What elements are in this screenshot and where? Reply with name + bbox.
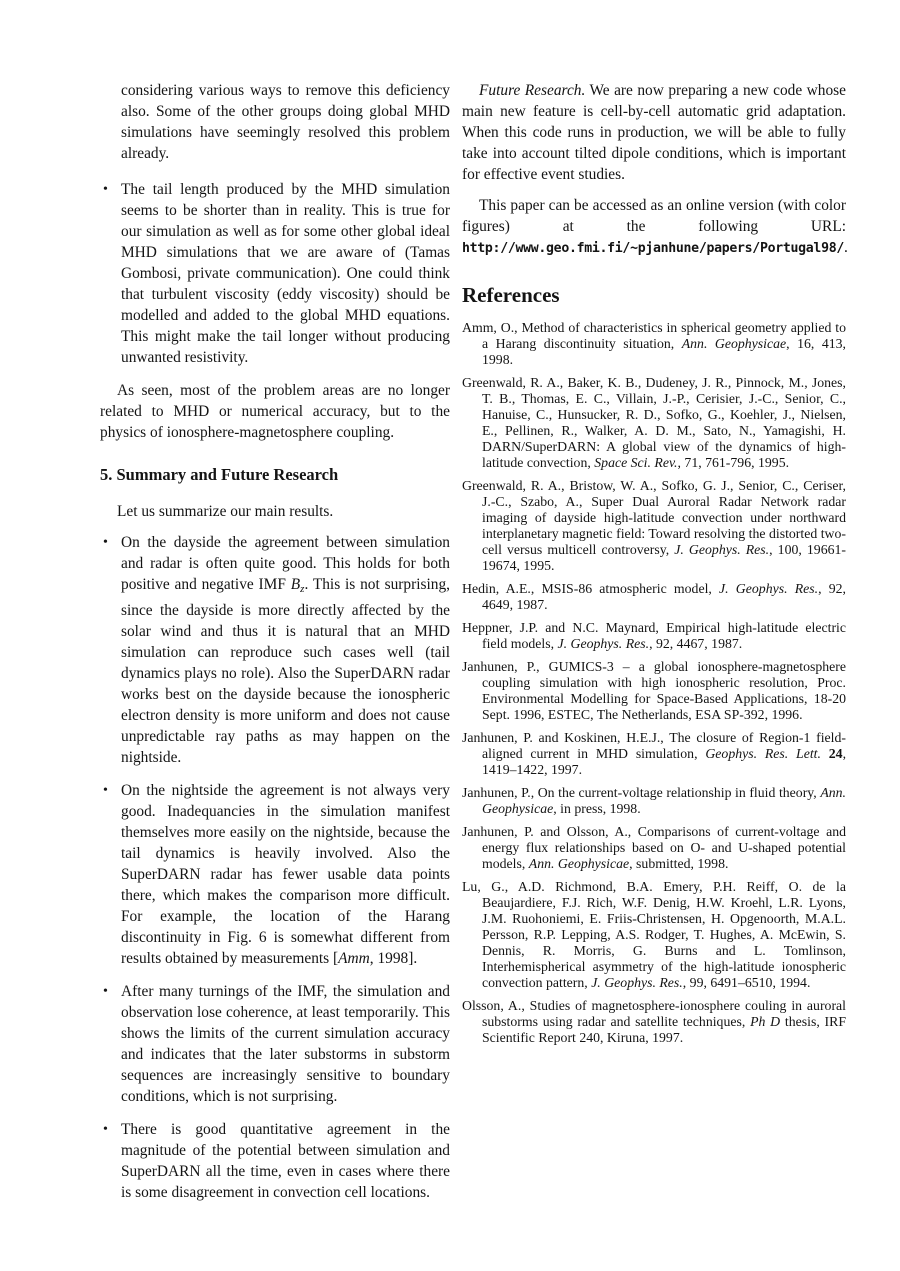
reference-item [462, 730, 846, 778]
text-run: , 92, 4467, 1987. [649, 636, 743, 651]
text-run: , 1998]. [369, 950, 418, 967]
i-text-run: J. Geophys. Res. [591, 975, 683, 990]
text-run: , 99, 6491–6510, 1994. [682, 975, 811, 990]
text-run: Greenwald, R. A., Baker, K. B., Dudeney, J. R., Pinnock, M., Jones, T. B., Thomas, E. C., Villain, J.-P., Cerisier, J.-C., Senior, C., Hanuise, C., Hunsucker, R. D., Sofko, G., Koehler, J., Nielsen, E., Pellinen, R., Walker, A. D. M., Sato, N., Yamagishi, H. DARN/SuperDARN: A global view of the dynamics of high-latitude convection, [462, 375, 846, 470]
section-heading-summary [100, 465, 450, 485]
b-text-run: 24 [828, 746, 843, 761]
text-run: We are now preparing a new code whose main new feature is cell-by-cell automatic grid adaptation. When this code runs in production, we will be able to fully take into account tilted dipole conditions, which is important for effective event studies. [462, 82, 846, 183]
text-run: 5. Summary and Future Research [100, 465, 339, 484]
i-text-run: Ph D [750, 1014, 781, 1029]
i-text-run: Future Research. [479, 82, 586, 99]
reference-item [462, 320, 846, 368]
text-run: , 16, 413, 1998. [482, 336, 846, 367]
text-run: . [844, 239, 848, 256]
text-run: On the nightside the agreement is not always very good. Inadequancies in the simulation manifest themselves more easily on the nightside, because the tail dynamics is heavily involved. Also the SuperDARN radar has fewer usable data points there, which makes the comparison more difficult. For example, the location of the Harang discontinuity in Fig. 6 is somewhat different from results obtained by measurements [ [121, 782, 450, 967]
text-run: Janhunen, P. and Koskinen, H.E.J., The closure of Region-1 field-aligned current in MHD simulation, [462, 730, 846, 761]
text-run: considering various ways to remove this deficiency also. Some of the other groups doing global MHD simulations have seemingly resolved this problem already. [121, 82, 450, 162]
i-text-run: B [290, 576, 301, 593]
text-run: This paper can be accessed as an online version (with color figures) at the following URL: [462, 197, 846, 235]
bullet-item [100, 981, 450, 1107]
i-text-run: Space Sci. Rev. [594, 455, 678, 470]
reference-item [462, 998, 846, 1046]
reference-item [462, 659, 846, 723]
bullet-text [121, 782, 450, 967]
bullet-icon: • [103, 535, 108, 550]
sub-text-run: z [300, 583, 305, 595]
bullet-icon: • [103, 1122, 108, 1137]
text-run: The tail length produced by the MHD simulation seems to be shorter than in reality. This is true for our simulation as well as for some other global ideal MHD simulations that we are aware of (Tamas Gombosi, private communication). One could think that turbulent viscosity (eddy viscosity) should be modelled and added to the global MHD equations. This might make the tail longer without producing unwanted resistivity. [121, 181, 450, 366]
reference-item [462, 824, 846, 872]
references-heading: References [462, 283, 560, 307]
bullet-item [100, 179, 450, 368]
i-text-run: J. Geophys. Res. [719, 581, 819, 596]
text-run: Let us summarize our main results. [117, 503, 334, 520]
right-column [462, 80, 846, 1053]
i-text-run: J. Geophys. Res. [674, 542, 770, 557]
reference-list [462, 320, 846, 1046]
text-run: Janhunen, P., On the current-voltage relationship in fluid theory, [462, 785, 821, 800]
bullet-text [121, 983, 450, 1105]
bullet-item [100, 532, 450, 768]
text-run: , submitted, 1998. [629, 856, 729, 871]
reference-item [462, 478, 846, 574]
reference-item [462, 785, 846, 817]
bullet-icon: • [103, 783, 108, 798]
text-run: . This is not surprising, since the dayside is more directly affected by the solar wind and thus it is natural that an MHD simulation can reproduce such cases well (tail dynamics plays no role). Also the SuperDARN radar works best on the dayside because the ionospheric electron density is more uniform and does not cause unpredictable ray paths as may happen on the nightside. [121, 576, 450, 766]
reference-item [462, 581, 846, 613]
text-run: There is good quantitative agreement in the magnitude of the potential between simulation and SuperDARN all the time, even in cases where there is some disagreement in convection cell locations. [121, 1121, 450, 1201]
text-run: , 100, 19661-19674, 1995. [482, 542, 846, 573]
text-run: thesis, IRF Scientific Report 240, Kiruna, 1997. [482, 1014, 846, 1045]
i-text-run: Amm [338, 950, 370, 967]
i-text-run: Ann. Geophysicae [482, 785, 846, 816]
bullet-list-summary [100, 532, 450, 1203]
bullet-text [121, 1121, 450, 1201]
bullet-item [100, 1119, 450, 1203]
text-run: , 92, 4649, 1987. [482, 581, 846, 612]
text-run: On the dayside the agreement between simulation and radar is often quite good. This holds for both positive and negative IMF [121, 534, 450, 593]
paragraph-online-version [462, 195, 846, 259]
i-text-run: Ann. Geophysicae [681, 336, 787, 351]
text-run: As seen, most of the problem areas are no longer related to MHD or numerical accuracy, but to the physics of ionosphere-magnetosphere coupling. [100, 382, 450, 441]
paragraph-summary-lead [100, 501, 450, 522]
i-text-run: Geophys. Res. Lett. [705, 746, 821, 761]
reference-item [462, 620, 846, 652]
text-run: , in press, 1998. [553, 801, 641, 816]
reference-item [462, 375, 846, 471]
left-column [100, 80, 450, 1215]
text-run: Lu, G., A.D. Richmond, B.A. Emery, P.H. Reiff, O. de la Beaujardiere, F.J. Rich, W.F. Denig, H.W. Kroehl, L.R. Lyons, J.M. Ruohoniemi, E. Friis-Christensen, H. Opgenoorth, M.A.L. Persson, R.P. Lepping, A.S. Rodger, T. Hughes, A. McEwin, S. Dennis, R. Morris, G. Burns and L. Tomlinson, Interhemispherical asymmetry of the high-latitude ionospheric convection pattern, [462, 879, 846, 990]
paragraph-future-research [462, 80, 846, 185]
text-run: Amm, O., Method of characteristics in spherical geometry applied to a Harang discontinuity situation, [462, 320, 846, 351]
text-run: Heppner, J.P. and N.C. Maynard, Empirical high-latitude electric field models, [462, 620, 846, 651]
text-run: Greenwald, R. A., Bristow, W. A., Sofko, G. J., Senior, C., Ceriser, J.-C., Szabo, A., Super Dual Auroral Radar Network radar imaging of dayside high-latitude convection under northward interplanetary magnetic field: Toward resolving the distorted two-cell versus multicell controversy, [462, 478, 846, 557]
i-text-run: Ann. Geophysicae [528, 856, 630, 871]
bullet-icon: • [103, 182, 108, 197]
paragraph-as-seen [100, 380, 450, 443]
reference-item [462, 879, 846, 991]
bullet-item [100, 780, 450, 969]
text-run: Janhunen, P., GUMICS-3 – a global ionosphere-magnetosphere coupling simulation with high ionospheric resolution, Proc. Environmental Modelling for Space-Based Applications, 18-20 Sept. 1996, ESTEC, The Netherlands, ESA SP-392, 1996. [462, 659, 846, 722]
bullet-text [121, 181, 450, 366]
tt-text-run: http://www.geo.fmi.fi/~pjanhune/papers/ [462, 241, 760, 256]
bullet-text [121, 534, 450, 766]
text-run [821, 746, 829, 761]
text-run: , 71, 761-796, 1995. [677, 455, 790, 470]
bullet-icon: • [103, 984, 108, 999]
text-run: , 1419–1422, 1997. [482, 746, 847, 777]
bullet-list-problems [100, 179, 450, 368]
text-run: Janhunen, P. and Olsson, A., Comparisons of current-voltage and energy flux relationships based on O- and U-shaped potential models, [462, 824, 846, 871]
text-run: After many turnings of the IMF, the simulation and observation lose coherence, at least temporarily. This shows the limits of the current simulation accuracy and indicates that the later substorms in substorm sequences are increasingly sensitive to boundary conditions, which is not surprising. [121, 983, 450, 1105]
text-run: Olsson, A., Studies of magnetosphere-ionosphere couling in auroral substorms using radar and satellite techniques, [462, 998, 846, 1029]
text-run: Hedin, A.E., MSIS-86 atmospheric model, [462, 581, 720, 596]
i-text-run: J. Geophys. Res. [557, 636, 650, 651]
paragraph-continuation [100, 80, 450, 164]
tt-text-run: Portugal98/ [759, 241, 844, 256]
